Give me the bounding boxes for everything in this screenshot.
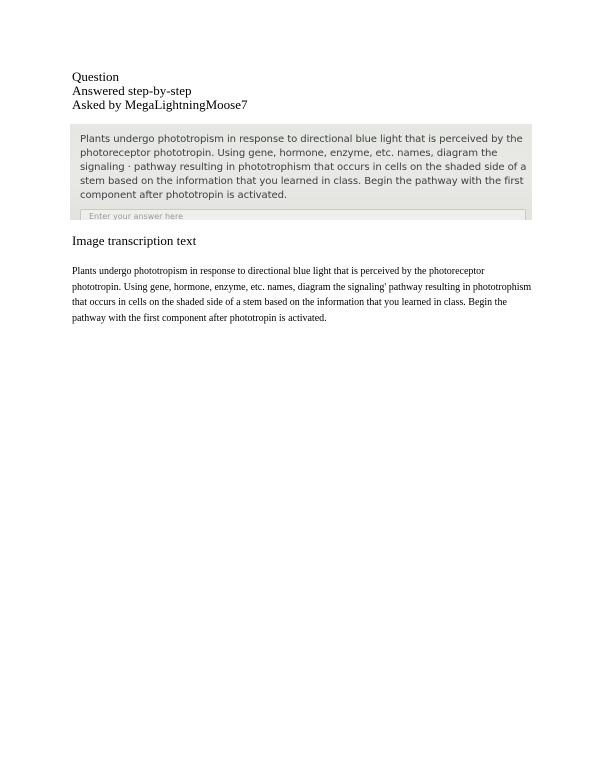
question-header <box>72 70 532 112</box>
transcription-heading: Image transcription text <box>72 233 197 248</box>
asked-by: Asked by MegaLightningMoose7 <box>72 97 248 112</box>
answer-input-field <box>80 209 526 220</box>
transcription-body: Plants undergo phototropism in response to directional blue light that is perceived by the photoreceptor phototropin. Using gene, hormone, enzyme, etc. names, diagram the signaling' pathway resulting in phototrophism that occurs in cells on the shaded side of a stem based on the information that you learned in class. Begin the pathway with the first component after phototropin is activated. <box>72 266 532 324</box>
question-photo-text: Plants undergo phototropism in response to directional blue light that is perceived by the photoreceptor phototropin. Using gene, hormone, enzyme, etc. names, diagram the signaling · pathway resulting in phototrophism that occurs in cells on the shaded side of a stem based on the information that you learned in class. Begin the pathway with the first component after phototropin is activated. <box>80 134 527 201</box>
question-label: Question <box>72 69 119 84</box>
answer-status: Answered step-by-step <box>72 83 192 98</box>
question-photo <box>70 124 532 220</box>
answer-input-placeholder: Enter your answer here <box>89 212 184 220</box>
